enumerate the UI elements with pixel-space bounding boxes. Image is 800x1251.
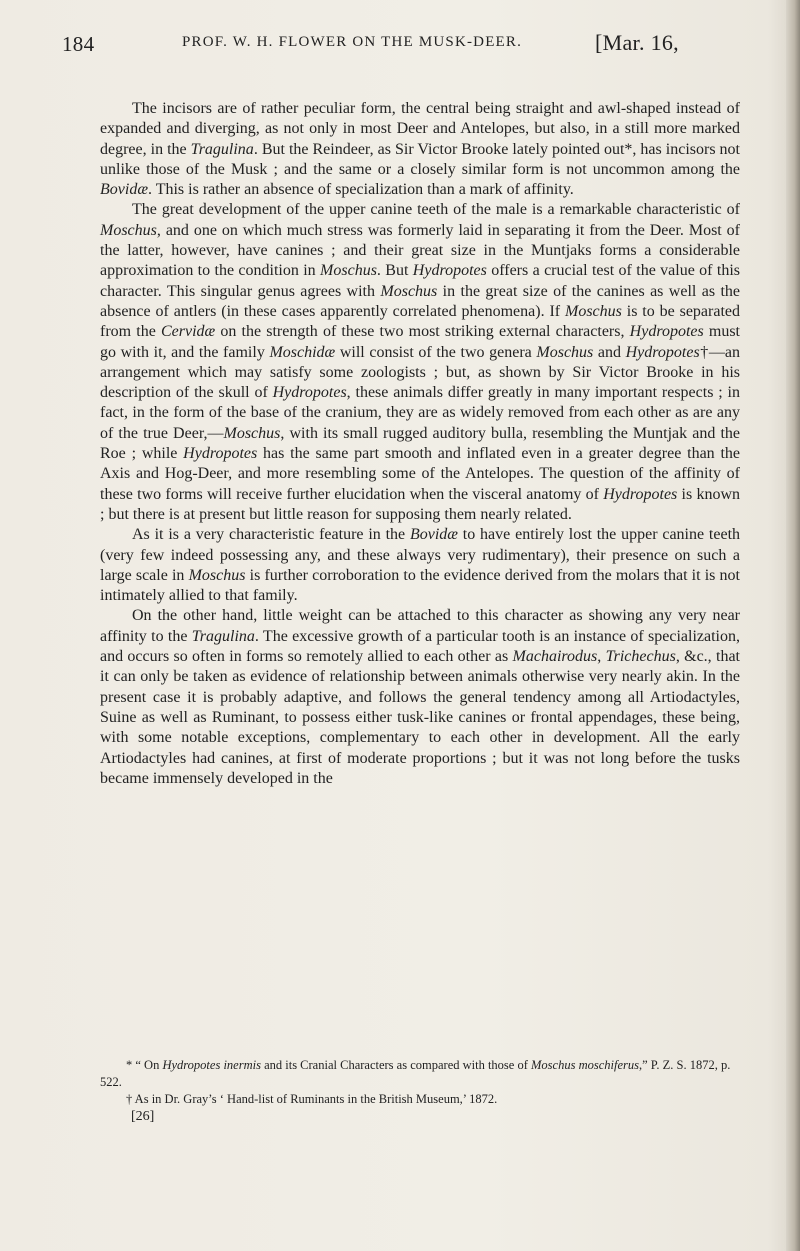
italic-term: Moschidæ (269, 343, 336, 361)
text-run: †—an arrangement which may satisfy some zoologists ; but, as shown by Sir Victor Brooke in his description of the skull of (100, 343, 741, 402)
text-run: † As in Dr. Gray’s ‘ Hand-list of Ruminants in the British Museum,’ 1872. (126, 1092, 498, 1106)
text-run: . But the Reindeer, as Sir Victor Brooke lately pointed out*, has incisors not unlike those of the Musk ; and the same or a closely similar form is not uncommon among the (100, 140, 741, 178)
italic-term: Moschus (380, 282, 438, 300)
text-run: , with its small rugged auditory bulla, resembling the Muntjak and the Roe ; while (100, 424, 740, 463)
footnotes (100, 1057, 740, 1108)
italic-term: Moschus (100, 221, 157, 239)
text-run: offers a crucial test of the value of this character. This singular genus agrees with (100, 262, 740, 300)
text-run: On the other hand, little weight can be attached to this character as showing any very near affinity to the (100, 607, 740, 645)
text-run: The great development of the upper canine teeth of the male is a remarkable characteristic of (132, 201, 740, 219)
italic-term: Bovidæ (100, 181, 148, 199)
text-run: is further corroboration to the evidence derived from the molars that it is not intimately allied to that family. (100, 566, 741, 605)
page-number: 184 (62, 32, 95, 56)
italic-term: Tragulina (190, 140, 254, 158)
text-run: on the strength of these two most striking external characters, (215, 323, 630, 341)
paragraph (100, 200, 740, 525)
italic-term: Hydropotes (603, 485, 678, 503)
text-run: , &c., that it can only be taken as evidence of relationship between animals otherwise very nearly akin. In the present case it is probably adaptive, and follows the general tendency among all Artiodactyles, Suine as well as Ruminant, to possess either tusk-like canines or frontal appendages, these being, with some notable exceptions, complementary to each other in development. All the early Artiodactyles had canines, at first of moderate proportions ; but it was not long before the tusks became immensely developed in the (100, 648, 740, 787)
italic-term: Hydropotes inermis (162, 1058, 261, 1072)
running-head: PROF. W. H. FLOWER ON THE MUSK-DEER. (182, 34, 523, 50)
footnote (100, 1057, 740, 1091)
header-date: [Mar. 16, (595, 30, 679, 55)
page-edge (786, 0, 800, 1251)
text-run: As it is a very characteristic feature in the (132, 526, 410, 544)
paragraph (100, 525, 740, 606)
text-run: is known ; but there is at present but little reason for supposing them nearly related. (100, 485, 740, 523)
text-run: The incisors are of rather peculiar form, the central being straight and awl-shaped instead of expanded and diverging, as not only in most Deer and Antelopes, but also, in a still more marked degree, in the (100, 100, 740, 158)
paragraph (100, 99, 740, 200)
italic-term: Hydropotes (183, 445, 258, 463)
text-run: . But (376, 262, 413, 280)
text-run: in the great size of the canines as well as the absence of antlers (in these cases apparently correlated phenomena). If (100, 282, 740, 320)
footnote (100, 1091, 740, 1108)
italic-term: Cervidæ (160, 323, 216, 341)
italic-term: Hydropotes (412, 262, 487, 280)
signature-mark: [26] (131, 1109, 155, 1124)
italic-term: Moschus (564, 302, 622, 320)
italic-term: Trichechus (605, 648, 676, 666)
text-run: and its Cranial Characters as compared with those of (260, 1058, 532, 1072)
italic-term: Hydropotes (272, 384, 347, 402)
paragraph (100, 606, 740, 789)
italic-term: Moschus (320, 262, 377, 280)
italic-term: Bovidæ (409, 526, 458, 544)
italic-term: Moschus (188, 566, 246, 584)
italic-term: Machairodus (512, 648, 598, 666)
italic-term: Hydropotes (629, 323, 704, 341)
italic-term: Tragulina (191, 627, 255, 645)
text-run: . The excessive growth of a particular tooth is an instance of specialization, and occurs so often in forms so remotely allied to each other as (100, 627, 740, 666)
italic-term: Moschus (536, 343, 594, 361)
text-run: , (597, 648, 606, 666)
body-text (100, 99, 740, 789)
text-run: will consist of the two genera (335, 343, 537, 361)
text-run: has the same part smooth and inflated even in a greater degree than the Axis and Hog-Deer, and more resembling some of the Antelopes. The question of the affinity of these two forms will receive further elucidation when the visceral anatomy of (100, 445, 741, 503)
text-run: , and one on which much stress was formerly laid in separating it from the Deer. Most of the latter, however, have canines ; and their great size in the Muntjaks forms a considerable approximation to the condition in (100, 221, 740, 280)
text-run: , these animals differ greatly in many important respects ; in fact, in the form of the base of the cranium, they are as widely removed from each other as are any of the true Deer,— (100, 384, 740, 442)
italic-term: Hydropotes (625, 343, 700, 361)
italic-term: Moschus (223, 424, 281, 442)
text-run: and (593, 343, 626, 361)
text-run: is to be separated from the (100, 302, 740, 341)
text-run: to have entirely lost the upper canine teeth (very few indeed possessing any, and these always very rudimentary), their presence on such a large scale in (100, 526, 741, 584)
page-header (62, 26, 742, 58)
text-run: must go with it, and the family (100, 323, 740, 361)
text-run: ,” P. Z. S. 1872, p. 522. (100, 1058, 731, 1089)
text-run: * “ On (126, 1058, 163, 1072)
text-run: . This is rather an absence of specialization than a mark of affinity. (148, 181, 574, 199)
italic-term: Moschus moschiferus (531, 1058, 639, 1072)
